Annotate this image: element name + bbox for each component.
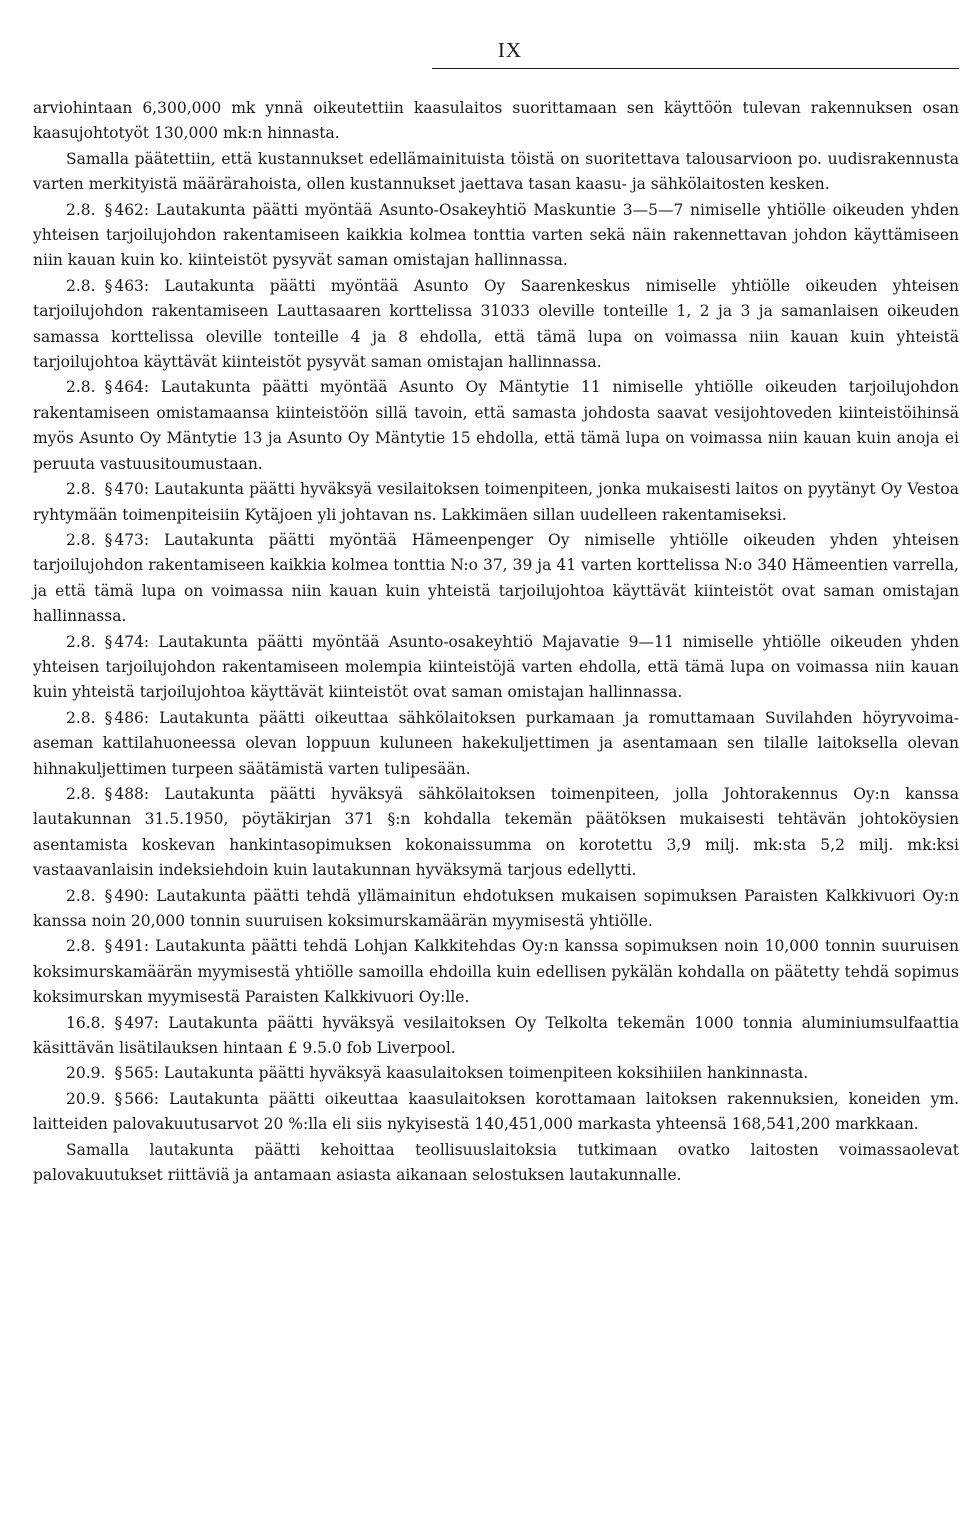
paragraph-continuation: arviohintaan 6,300,000 mk ynnä oikeutettiin kaasulaitos suorittamaan sen käyttöön tulevan rakennuksen osan kaasujohtotyöt 130,000 mk:n hinnasta. bbox=[33, 99, 959, 143]
decision-date: 20.9. bbox=[66, 1064, 106, 1083]
paragraph-section-474: 2.8. § 474: Lautakunta päätti myöntää Asunto-osakeyhtiö Majavatie 9—11 nimiselle yhtiölle oikeuden yhden yhteisen tarjoilujohdon rakentamiseen molempia kiinteistöjä varten ehdolla, että tämä lupa on voimassa niin kauan kuin yhteistä tarjoilujohtoa käyttävät kiinteistöt ovat saman omistajan hallinnassa. bbox=[33, 632, 959, 702]
paragraph-section-462: 2.8. § 462: Lautakunta päätti myöntää Asunto-Osakeyhtiö Maskuntie 3—5—7 nimiselle yhtiölle oikeuden yhden yhteisen tarjoilujohdon rakentamiseen kaikkia kolmea tonttia varten sekä näin rakennettavan johdon käyttämiseen niin kauan kuin ko. kiinteistöt pysyvät saman omistajan hallinnassa. bbox=[33, 200, 959, 270]
paragraph-section-464: 2.8. § 464: Lautakunta päätti myöntää Asunto Oy Mäntytie 11 nimiselle yhtiölle oikeuden tarjoilujohdon rakentamiseen omistamaansa kiinteistöön sillä tavoin, että samasta johdosta saavat vesijohtoveden kiinteistöihinsä myös Asunto Oy Mäntytie 13 ja Asunto Oy Mäntytie 15 ehdolla, että tämä lupa on voimassa niin kauan kuin anoja ei peruuta vastuusitoumustaan. bbox=[33, 378, 959, 473]
paragraph-section-497: 16.8. § 497: Lautakunta päätti hyväksyä vesilaitoksen Oy Telkolta tekemän 1000 tonnia aluminiumsulfaattia käsittävän lisätilauksen hintaan £ 9.5.0 fob Liverpool. bbox=[33, 1013, 959, 1058]
page-number: IX bbox=[497, 38, 523, 62]
paragraph-samalla-kustannukset: Samalla päätettiin, että kustannukset edellämainituista töistä on suoritettava talousarvioon po. uudisrakennusta varten merkityistä määrärahoista, ollen kustannukset jaettava tasan kaasu- ja sähkölaitosten kesken. bbox=[33, 149, 959, 194]
paragraph-section-473: 2.8. § 473: Lautakunta päätti myöntää Hämeenpenger Oy nimiselle yhtiölle oikeuden yhden yhteisen tarjoilujohdon rakentamiseen kaikkia kolmea tonttia N:o 37, 39 ja 41 varten korttelissa N:o 340 Hämeentien varrella, ja että tämä lupa on voimassa niin kauan kuin yhteistä tarjoilujohtoa käyttävät kiinteistöt ovat saman omistajan hallinnassa. bbox=[33, 530, 959, 626]
decision-date: 2.8. bbox=[66, 200, 96, 219]
paragraph-section-566: 20.9. § 566: Lautakunta päätti oikeuttaa kaasulaitoksen korottamaan laitoksen rakennuksien, koneiden ym. laitteiden palovakuutusarvot 20 %:lla eli siis nykyisestä 140,451,000 markasta yhteensä 168,541,200 markkaan. bbox=[33, 1089, 959, 1134]
section-sign: § bbox=[104, 530, 113, 549]
decision-date: 2.8. bbox=[66, 378, 96, 397]
decision-date: 2.8. bbox=[66, 480, 96, 499]
paragraph-section-486: 2.8. § 486: Lautakunta päätti oikeuttaa sähkölaitoksen purkamaan ja romuttamaan Suvilahden höyryvoima-aseman kattilahuoneessa olevan loppuun kuluneen hakekuljettimen ja asentamaan sen tilalle laitoksella olevan hihnakuljettimen turpeen säätämistä varten tulipesään. bbox=[33, 708, 959, 778]
section-sign: § bbox=[114, 1064, 123, 1083]
decision-date: 2.8. bbox=[66, 276, 96, 295]
decision-date: 2.8. bbox=[66, 937, 96, 956]
decision-date: 20.9. bbox=[66, 1089, 106, 1108]
section-sign: § bbox=[104, 276, 113, 295]
decision-date: 2.8. bbox=[66, 530, 96, 549]
paragraph-section-470: 2.8. § 470: Lautakunta päätti hyväksyä vesilaitoksen toimenpiteen, jonka mukaisesti laitos on pyytänyt Oy Vestoa ryhtymään toimenpiteisiin Kytäjoen yli johtavan ns. Lakkimäen sillan uudelleen rakentamiseksi. bbox=[33, 480, 959, 524]
decision-date: 2.8. bbox=[66, 708, 96, 727]
section-sign: § bbox=[104, 886, 113, 905]
body-text bbox=[33, 96, 959, 1188]
paragraph-section-491: 2.8. § 491: Lautakunta päätti tehdä Lohjan Kalkkitehdas Oy:n kanssa sopimuksen noin 10,000 tonnin suuruisen koksimurskamäärän myymisestä yhtiölle samoilla ehdoilla kuin edellisen pykälän kohdalla on päätetty tehdä sopimus koksimurskan myymisestä Paraisten Kalkkivuori Oy:lle. bbox=[33, 937, 959, 1007]
section-sign: § bbox=[114, 1013, 123, 1032]
decision-date: 2.8. bbox=[66, 632, 96, 651]
section-sign: § bbox=[104, 200, 113, 219]
section-sign: § bbox=[104, 937, 113, 956]
paragraph-section-565: 20.9. § 565: Lautakunta päätti hyväksyä kaasulaitoksen toimenpiteen koksihiilen hankinnasta. bbox=[66, 1064, 809, 1083]
paragraph-closing: Samalla lautakunta päätti kehoittaa teollisuuslaitoksia tutkimaan ovatko laitosten voimassaolevat palovakuutukset riittäviä ja antamaan asiasta aikanaan selostuksen lautakunnalle. bbox=[33, 1140, 959, 1185]
header-rule bbox=[432, 68, 959, 69]
section-sign: § bbox=[104, 708, 113, 727]
paragraph-section-463: 2.8. § 463: Lautakunta päätti myöntää Asunto Oy Saarenkeskus nimiselle yhtiölle oikeuden yhteisen tarjoilujohdon rakentamiseen Lauttasaaren korttelissa 31033 oleville tonteille 1, 2 ja 3 ja samanlaisen oikeuden samassa korttelissa oleville tonteille 4 ja 8 ehdolla, että tämä lupa on voimassa niin kauan kuin yhteistä tarjoilujohtoa käyttävät kiinteistöt pysyvät saman omistajan hallinnassa. bbox=[33, 276, 959, 372]
section-sign: § bbox=[104, 784, 113, 803]
decision-date: 16.8. bbox=[66, 1013, 106, 1032]
paragraph-section-490: 2.8. § 490: Lautakunta päätti tehdä yllämainitun ehdotuksen mukaisen sopimuksen Paraisten Kalkkivuori Oy:n kanssa noin 20,000 tonnin suuruisen koksimurskamäärän myymisestä yhtiölle. bbox=[33, 886, 959, 930]
section-sign: § bbox=[114, 1089, 123, 1108]
decision-date: 2.8. bbox=[66, 784, 96, 803]
section-sign: § bbox=[104, 480, 113, 499]
decision-date: 2.8. bbox=[66, 886, 96, 905]
section-sign: § bbox=[104, 378, 113, 397]
paragraph-section-488: 2.8. § 488: Lautakunta päätti hyväksyä sähkölaitoksen toimenpiteen, jolla Johtorakennus Oy:n kanssa lautakunnan 31.5.1950, pöytäkirjan 371 §:n kohdalla tekemän päätöksen mukaisesti tehtävän johtoköysien asentamista koskevan hankintasopimuksen kokonaissumma on korotettu 3,9 milj. mk:sta 5,2 milj. mk:ksi vastaavanlaisin indeksiehdoin kuin lautakunnan hyväksymä tarjous edellytti. bbox=[33, 784, 959, 880]
section-sign: § bbox=[104, 632, 113, 651]
